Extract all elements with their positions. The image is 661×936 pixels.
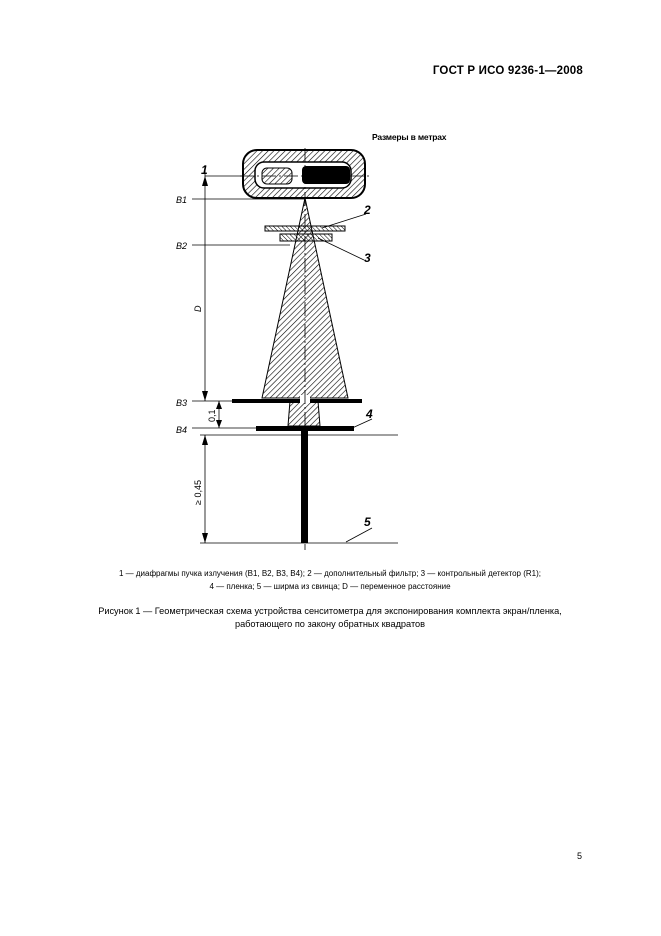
callout-4: 4 <box>366 407 373 421</box>
label-b1: B1 <box>176 195 188 205</box>
units-note: Размеры в метрах <box>372 132 447 142</box>
page-number: 5 <box>577 851 583 861</box>
legend-line-2: 4 — пленка; 5 — ширма из свинца; D — переменное расстояние <box>209 582 451 591</box>
callout-3: 3 <box>364 251 371 265</box>
xray-tube <box>243 150 365 198</box>
label-b3: B3 <box>176 398 188 408</box>
legend-line-1: 1 — диафрагмы пучка излучения (B1, B2, B3, B4); 2 — дополнительный фильтр; 3 — контрольный детектор (R1); <box>118 569 542 578</box>
control-detector <box>280 234 332 241</box>
callout-5: 5 <box>364 515 371 529</box>
dim-d: D <box>193 305 203 312</box>
label-b4: B4 <box>176 425 188 435</box>
dim-min-distance: ≥ 0,45 <box>193 480 203 505</box>
standard-header: ГОСТ Р ИСО 9236-1—2008 <box>432 65 583 77</box>
dim-gap: 0,1 <box>207 409 217 422</box>
label-b2: B2 <box>176 241 188 251</box>
callout-1: 1 <box>201 163 208 177</box>
lead-screen <box>301 431 308 543</box>
callout-2: 2 <box>364 203 371 217</box>
figure-caption-line-2: работающего по закону обратных квадратов <box>234 619 426 629</box>
figure-caption-line-1: Рисунок 1 — Геометрическая схема устройства сенситометра для экспонирования комплекта экран/пленка, <box>98 606 562 616</box>
